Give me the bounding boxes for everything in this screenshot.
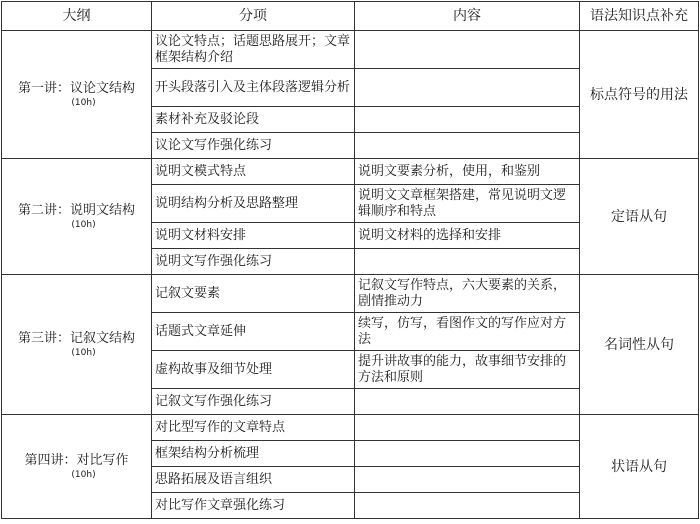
item-cell: 对比型写作的文章特点 bbox=[152, 415, 355, 441]
header-outline: 大纲 bbox=[2, 2, 152, 31]
item-cell: 议论文特点；话题思路展开；文章框架结构介绍 bbox=[152, 31, 355, 69]
content-cell: 记叙文写作特点，六大要素的关系，剧情推动力 bbox=[355, 275, 580, 313]
content-cell: 说明文要素分析，使用，和鉴别 bbox=[355, 159, 580, 185]
item-cell: 记叙文写作强化练习 bbox=[152, 389, 355, 415]
lecture-2-cell bbox=[2, 159, 152, 275]
grammar-cell: 定语从句 bbox=[580, 159, 699, 275]
content-cell: 说明文材料的选择和安排 bbox=[355, 223, 580, 249]
item-cell: 话题式文章延伸 bbox=[152, 313, 355, 351]
grammar-cell: 状语从句 bbox=[580, 415, 699, 519]
item-cell: 记叙文要素 bbox=[152, 275, 355, 313]
table-row bbox=[2, 31, 699, 69]
grammar-cell: 标点符号的用法 bbox=[580, 31, 699, 159]
item-cell: 说明文写作强化练习 bbox=[152, 249, 355, 275]
item-cell: 思路拓展及语言组织 bbox=[152, 467, 355, 493]
header-item: 分项 bbox=[152, 2, 355, 31]
item-cell: 对比写作文章强化练习 bbox=[152, 493, 355, 519]
lecture-hours: (10h) bbox=[71, 219, 96, 230]
header-content: 内容 bbox=[355, 2, 580, 31]
content-cell bbox=[355, 493, 580, 519]
lecture-1-cell bbox=[2, 31, 152, 159]
content-cell bbox=[355, 467, 580, 493]
content-cell bbox=[355, 415, 580, 441]
lecture-title: 第四讲：对比写作 bbox=[24, 452, 129, 468]
item-cell: 虚构故事及细节处理 bbox=[152, 351, 355, 389]
lecture-3-cell bbox=[2, 275, 152, 415]
header-row bbox=[2, 2, 699, 31]
table-row bbox=[2, 159, 699, 185]
item-cell: 开头段落引入及主体段落逻辑分析 bbox=[152, 69, 355, 107]
lecture-4-cell bbox=[2, 415, 152, 519]
item-cell: 说明文模式特点 bbox=[152, 159, 355, 185]
table-row bbox=[2, 415, 699, 441]
content-cell bbox=[355, 389, 580, 415]
grammar-cell: 名词性从句 bbox=[580, 275, 699, 415]
content-cell: 续写，仿写，看图作文的写作应对方法 bbox=[355, 313, 580, 351]
content-cell bbox=[355, 441, 580, 467]
lecture-hours: (10h) bbox=[71, 469, 96, 480]
lecture-title: 第二讲：说明文结构 bbox=[17, 202, 135, 218]
content-cell: 说明文文章框架搭建，常见说明文逻辑顺序和特点 bbox=[355, 185, 580, 223]
item-cell: 素材补充及驳论段 bbox=[152, 107, 355, 133]
content-cell bbox=[355, 107, 580, 133]
content-cell bbox=[355, 249, 580, 275]
lecture-title: 第三讲：记叙文结构 bbox=[17, 330, 135, 346]
content-cell bbox=[355, 31, 580, 69]
item-cell: 议论文写作强化练习 bbox=[152, 133, 355, 159]
content-cell bbox=[355, 133, 580, 159]
item-cell: 说明结构分析及思路整理 bbox=[152, 185, 355, 223]
item-cell: 框架结构分析梳理 bbox=[152, 441, 355, 467]
header-grammar: 语法知识点补充 bbox=[580, 2, 699, 31]
table-row bbox=[2, 275, 699, 313]
content-cell: 提升讲故事的能力，故事细节安排的方法和原则 bbox=[355, 351, 580, 389]
lecture-title: 第一讲：议论文结构 bbox=[17, 80, 135, 96]
content-cell bbox=[355, 69, 580, 107]
lecture-hours: (10h) bbox=[71, 347, 96, 358]
lecture-hours: (10h) bbox=[71, 97, 96, 108]
course-outline-table bbox=[1, 1, 699, 519]
item-cell: 说明文材料安排 bbox=[152, 223, 355, 249]
